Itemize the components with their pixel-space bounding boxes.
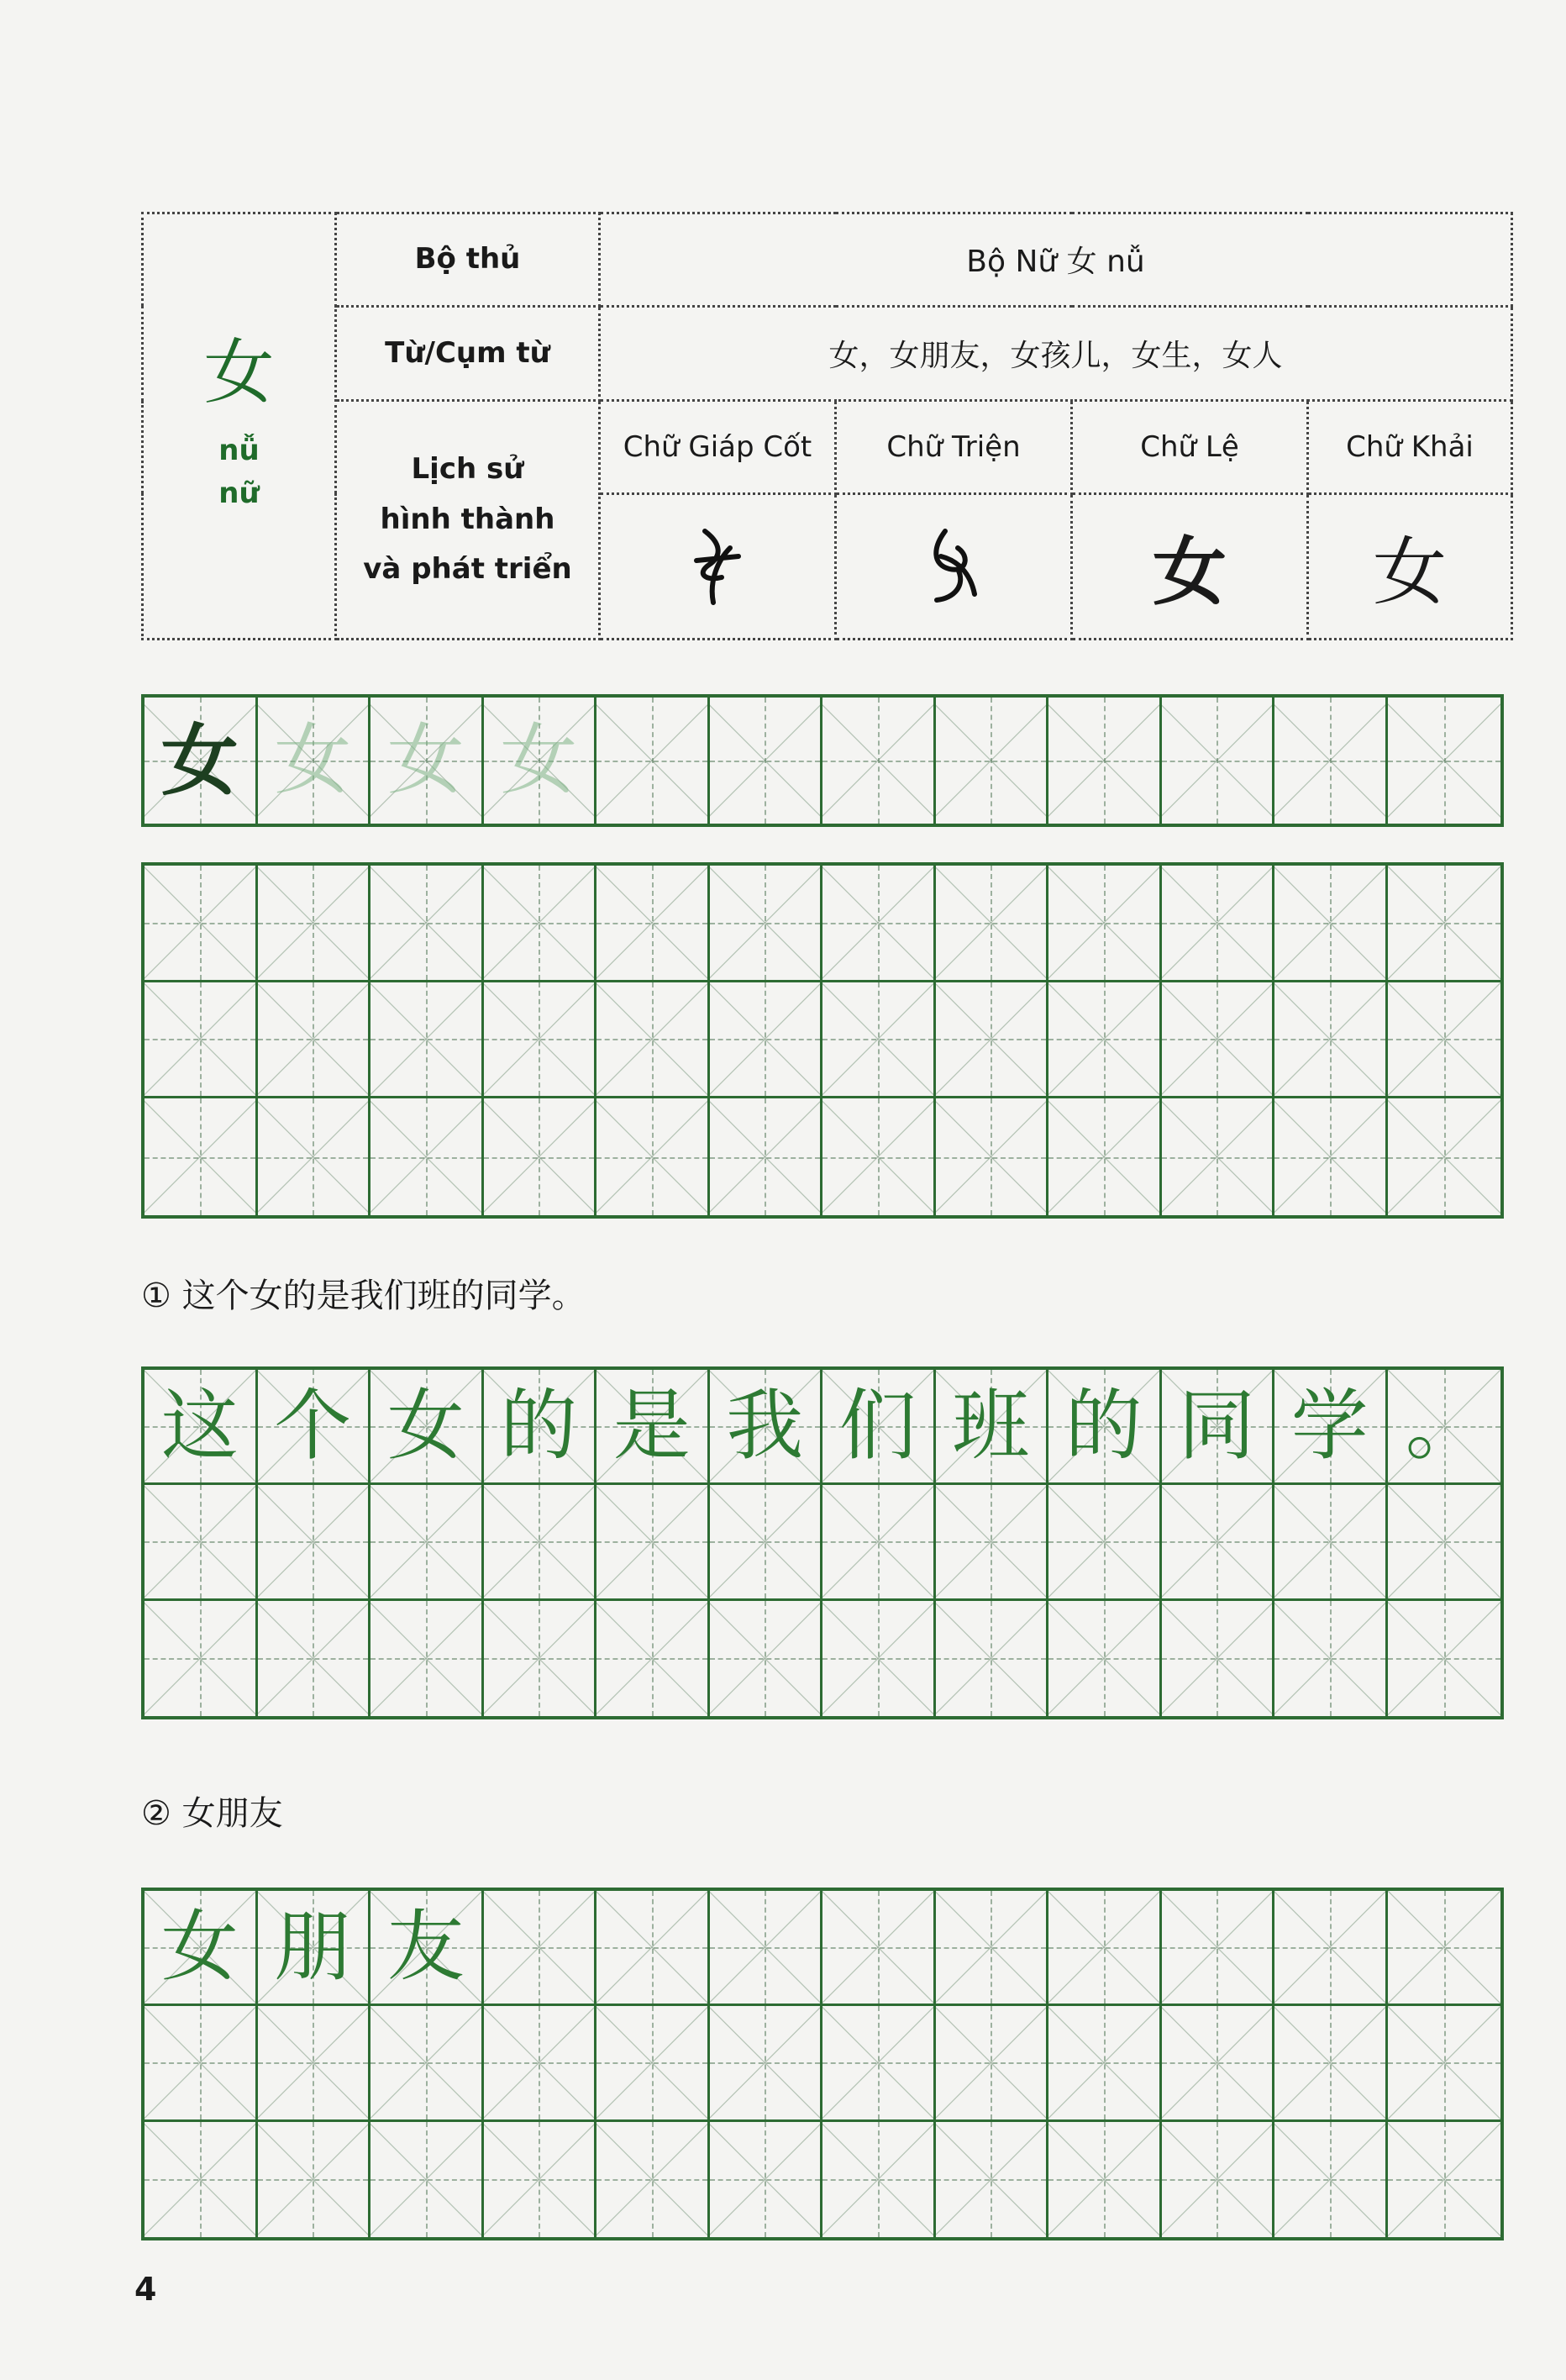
practice-cell[interactable] xyxy=(1162,2122,1275,2237)
practice-cell[interactable] xyxy=(145,1370,258,1485)
practice-cell[interactable] xyxy=(1274,2122,1388,2237)
practice-cell[interactable] xyxy=(484,1485,597,1600)
headword-pinyin-alt: nữ xyxy=(218,477,260,510)
practice-cell[interactable] xyxy=(1048,1891,1162,2006)
practice-cell[interactable] xyxy=(822,1370,936,1485)
headword-cell xyxy=(143,213,336,640)
practice-cell[interactable] xyxy=(596,982,710,1099)
practice-cell[interactable] xyxy=(1274,1098,1388,1215)
practice-cell[interactable] xyxy=(936,1098,1049,1215)
model-character: 的 xyxy=(500,1381,578,1472)
regular-script-glyph: 女 xyxy=(1372,528,1447,615)
model-character: 我 xyxy=(726,1381,804,1472)
practice-cell[interactable] xyxy=(1048,1485,1162,1600)
practice-cell[interactable] xyxy=(596,2122,710,2237)
practice-cell[interactable] xyxy=(936,2122,1049,2237)
practice-cell[interactable] xyxy=(1048,2006,1162,2121)
practice-cell[interactable] xyxy=(370,698,484,824)
model-character: 女 xyxy=(386,1381,465,1472)
model-character: 女 xyxy=(160,715,239,806)
practice-cell[interactable] xyxy=(936,982,1049,1099)
practice-cell[interactable] xyxy=(1162,1485,1275,1600)
oracle-glyph-cell xyxy=(600,493,836,639)
practice-cell[interactable] xyxy=(1274,1891,1388,2006)
model-character: 这 xyxy=(160,1381,239,1472)
practice-cell[interactable] xyxy=(145,1485,258,1600)
script-name-clerical: Chữ Lệ xyxy=(1072,401,1308,494)
practice-cell[interactable] xyxy=(1274,1601,1388,1716)
practice-cell[interactable] xyxy=(145,1891,258,2006)
practice-cell[interactable] xyxy=(936,698,1049,824)
practice-cell[interactable] xyxy=(710,1601,823,1716)
model-character: 是 xyxy=(612,1381,691,1472)
practice-cell[interactable] xyxy=(370,1891,484,2006)
practice-cell[interactable] xyxy=(822,1891,936,2006)
practice-cell[interactable] xyxy=(596,698,710,824)
trace-character: 女 xyxy=(500,715,578,805)
practice-cell[interactable] xyxy=(936,1370,1049,1485)
example-sentence-2: ② 女朋友 xyxy=(141,1794,283,1833)
words-value: 女，女朋友，女孩儿，女生，女人 xyxy=(600,306,1512,401)
seal-glyph-cell xyxy=(836,493,1072,639)
practice-cell[interactable] xyxy=(822,866,936,982)
practice-cell[interactable] xyxy=(822,698,936,824)
blank-practice-grid xyxy=(141,862,1504,1219)
history-label-line-1: Lịch sử xyxy=(411,452,524,487)
practice-cell[interactable] xyxy=(145,1601,258,1716)
practice-cell[interactable] xyxy=(484,1891,597,2006)
headword-pinyin: nǚ xyxy=(218,434,260,467)
practice-cell[interactable] xyxy=(370,2122,484,2237)
practice-cell[interactable] xyxy=(1162,698,1275,824)
practice-cell[interactable] xyxy=(1162,982,1275,1099)
practice-cell[interactable] xyxy=(1048,982,1162,1099)
practice-cell[interactable] xyxy=(936,1601,1049,1716)
practice-cell[interactable] xyxy=(1388,1891,1501,2006)
practice-cell[interactable] xyxy=(370,1485,484,1600)
practice-cell[interactable] xyxy=(258,1098,371,1215)
practice-cell[interactable] xyxy=(145,2006,258,2121)
model-character: 朋 xyxy=(274,1902,352,1993)
regular-glyph-cell xyxy=(1308,493,1512,639)
practice-cell[interactable] xyxy=(145,1098,258,1215)
practice-cell[interactable] xyxy=(1274,1485,1388,1600)
practice-cell[interactable] xyxy=(258,698,371,824)
model-character: 。 xyxy=(1405,1381,1483,1472)
practice-cell[interactable] xyxy=(370,982,484,1099)
practice-cell[interactable] xyxy=(710,2122,823,2237)
practice-cell[interactable] xyxy=(1048,1370,1162,1485)
headword-character: 女 xyxy=(203,331,275,413)
practice-cell[interactable] xyxy=(1274,2006,1388,2121)
practice-cell[interactable] xyxy=(1388,1485,1501,1600)
practice-cell[interactable] xyxy=(822,2006,936,2121)
practice-cell[interactable] xyxy=(484,866,597,982)
script-name-oracle: Chữ Giáp Cốt xyxy=(600,401,836,494)
practice-cell[interactable] xyxy=(484,2006,597,2121)
radical-value: Bộ Nữ 女 nǚ xyxy=(600,213,1512,307)
model-character: 同 xyxy=(1178,1381,1256,1472)
practice-cell[interactable] xyxy=(1388,2122,1501,2237)
trace-character: 女 xyxy=(274,715,352,805)
practice-cell[interactable] xyxy=(145,982,258,1099)
practice-cell[interactable] xyxy=(822,982,936,1099)
model-character: 女 xyxy=(160,1902,239,1993)
model-character: 个 xyxy=(274,1381,352,1472)
practice-cell[interactable] xyxy=(1048,866,1162,982)
practice-cell[interactable] xyxy=(936,1485,1049,1600)
practice-cell[interactable] xyxy=(710,866,823,982)
practice-cell[interactable] xyxy=(1388,2006,1501,2121)
practice-cell[interactable] xyxy=(936,1891,1049,2006)
practice-cell[interactable] xyxy=(1162,1601,1275,1716)
practice-cell[interactable] xyxy=(258,866,371,982)
practice-cell[interactable] xyxy=(484,1601,597,1716)
radical-label: Bộ thủ xyxy=(336,213,600,307)
practice-cell[interactable] xyxy=(936,866,1049,982)
model-character: 的 xyxy=(1064,1381,1143,1472)
practice-cell[interactable] xyxy=(1274,866,1388,982)
practice-cell[interactable] xyxy=(484,698,597,824)
practice-cell[interactable] xyxy=(596,1601,710,1716)
practice-cell[interactable] xyxy=(484,1370,597,1485)
practice-cell[interactable] xyxy=(1048,2122,1162,2237)
practice-cell[interactable] xyxy=(1274,1370,1388,1485)
script-name-seal: Chữ Triện xyxy=(836,401,1072,494)
practice-cell[interactable] xyxy=(1388,1098,1501,1215)
practice-cell[interactable] xyxy=(258,2006,371,2121)
practice-cell[interactable] xyxy=(145,698,258,824)
practice-cell[interactable] xyxy=(596,2006,710,2121)
practice-cell[interactable] xyxy=(1162,1370,1275,1485)
practice-cell[interactable] xyxy=(370,866,484,982)
practice-cell[interactable] xyxy=(710,1370,823,1485)
practice-cell[interactable] xyxy=(1048,698,1162,824)
history-label-line-3: và phát triển xyxy=(363,552,572,587)
practice-cell[interactable] xyxy=(1388,1601,1501,1716)
trace-character: 女 xyxy=(386,715,465,805)
practice-cell[interactable] xyxy=(145,2122,258,2237)
clerical-script-glyph: 女 xyxy=(1152,527,1227,615)
practice-cell[interactable] xyxy=(145,866,258,982)
practice-cell[interactable] xyxy=(1274,698,1388,824)
example-sentence-1: ① 这个女的是我们班的同学。 xyxy=(141,1277,586,1315)
sentence-1-practice-grid xyxy=(141,1366,1504,1719)
oracle-bone-glyph xyxy=(688,523,747,607)
model-character: 们 xyxy=(838,1381,917,1472)
practice-cell[interactable] xyxy=(1388,982,1501,1099)
script-name-regular: Chữ Khải xyxy=(1308,401,1512,494)
practice-cell[interactable] xyxy=(822,2122,936,2237)
seal-script-glyph xyxy=(920,523,987,607)
history-label xyxy=(336,401,600,640)
practice-cell[interactable] xyxy=(1162,866,1275,982)
clerical-glyph-cell xyxy=(1072,493,1308,639)
model-character: 班 xyxy=(952,1381,1030,1472)
practice-cell[interactable] xyxy=(710,1891,823,2006)
history-label-line-2: hình thành xyxy=(380,502,555,536)
practice-cell[interactable] xyxy=(484,982,597,1099)
practice-cell[interactable] xyxy=(370,1098,484,1215)
practice-cell[interactable] xyxy=(596,1891,710,2006)
stroke-practice-row xyxy=(141,694,1504,827)
model-character: 学 xyxy=(1290,1381,1369,1472)
practice-cell[interactable] xyxy=(258,1891,371,2006)
practice-cell[interactable] xyxy=(370,2006,484,2121)
practice-cell[interactable] xyxy=(596,866,710,982)
practice-cell[interactable] xyxy=(1274,982,1388,1099)
practice-cell[interactable] xyxy=(710,2006,823,2121)
practice-cell[interactable] xyxy=(710,1485,823,1600)
practice-cell[interactable] xyxy=(710,698,823,824)
sentence-2-practice-grid xyxy=(141,1888,1504,2240)
practice-cell[interactable] xyxy=(596,1485,710,1600)
practice-cell[interactable] xyxy=(936,2006,1049,2121)
practice-cell[interactable] xyxy=(1388,1370,1501,1485)
practice-cell[interactable] xyxy=(258,1485,371,1600)
practice-cell[interactable] xyxy=(370,1370,484,1485)
words-label: Từ/Cụm từ xyxy=(336,306,600,401)
practice-cell[interactable] xyxy=(596,1370,710,1485)
model-character: 友 xyxy=(386,1902,465,1993)
character-info-table xyxy=(141,212,1513,640)
practice-cell[interactable] xyxy=(258,2122,371,2237)
practice-cell[interactable] xyxy=(822,1485,936,1600)
practice-cell[interactable] xyxy=(710,1098,823,1215)
practice-cell[interactable] xyxy=(1388,698,1501,824)
practice-cell[interactable] xyxy=(1162,1098,1275,1215)
practice-cell[interactable] xyxy=(710,982,823,1099)
page-number: 4 xyxy=(134,2271,157,2308)
practice-cell[interactable] xyxy=(1162,2006,1275,2121)
practice-cell[interactable] xyxy=(484,1098,597,1215)
practice-cell[interactable] xyxy=(596,1098,710,1215)
practice-cell[interactable] xyxy=(1048,1601,1162,1716)
practice-cell[interactable] xyxy=(1388,866,1501,982)
practice-cell[interactable] xyxy=(1048,1098,1162,1215)
practice-cell[interactable] xyxy=(370,1601,484,1716)
practice-cell[interactable] xyxy=(1162,1891,1275,2006)
practice-cell[interactable] xyxy=(258,1601,371,1716)
practice-cell[interactable] xyxy=(822,1098,936,1215)
practice-cell[interactable] xyxy=(258,1370,371,1485)
practice-cell[interactable] xyxy=(822,1601,936,1716)
practice-cell[interactable] xyxy=(484,2122,597,2237)
practice-cell[interactable] xyxy=(258,982,371,1099)
